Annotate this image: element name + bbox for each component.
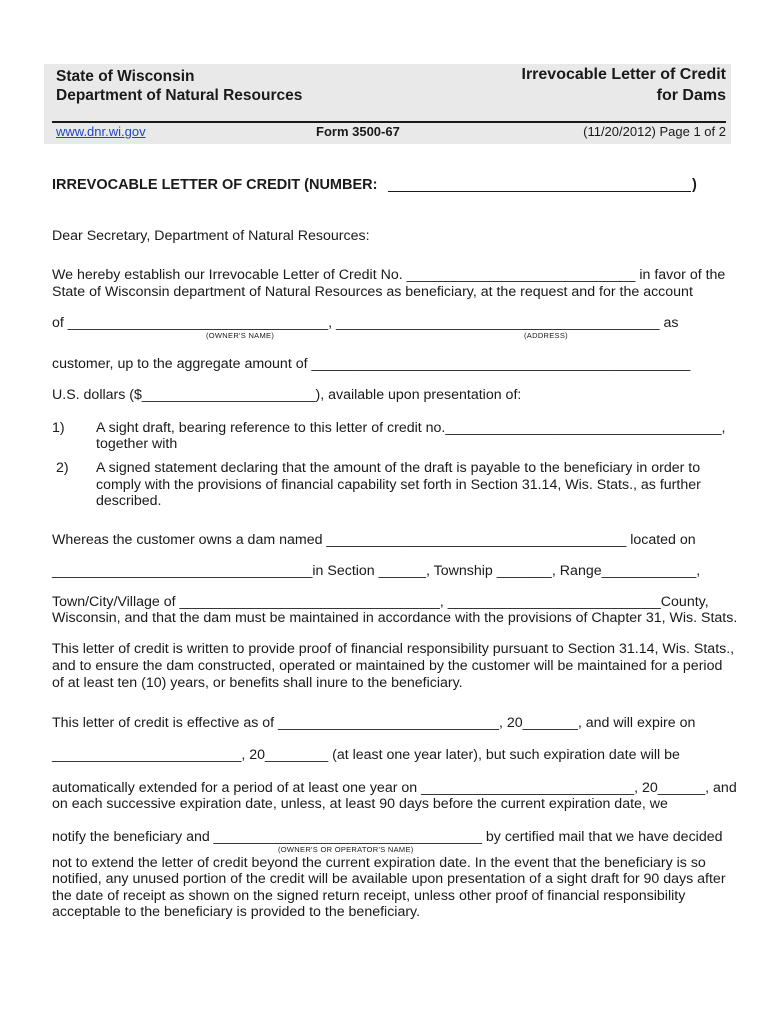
p4-line8: the date of receipt as shown on the signed return receipt, unless other proof of financial responsibility — [52, 888, 686, 904]
p3-line2: and to ensure the dam constructed, operated or maintained by the customer will be maintained for a period — [52, 658, 723, 674]
p4-line1: This letter of credit is effective as of ____________________________, 20_______, and will expire on — [52, 715, 696, 731]
form-title-line2: for Dams — [656, 87, 726, 104]
p4-line5: notify the beneficiary and __________________________________ by certified mail that we have decided — [52, 829, 723, 845]
item2-line2: comply with the provisions of financial capability set forth in Section 31.14, Wis. Stats., as further — [96, 477, 701, 493]
p1-line4: customer, up to the aggregate amount of ________________________________________________ — [52, 356, 691, 372]
p1-line3: of _________________________________, _________________________________________ as — [52, 315, 679, 331]
item2-line1: A signed statement declaring that the amount of the draft is payable to the beneficiary in order to — [96, 460, 701, 476]
website-link[interactable]: www.dnr.wi.gov — [56, 124, 146, 139]
p3-line1: This letter of credit is written to provide proof of financial responsibility pursuant to Section 31.14, Wis. Stats., — [52, 641, 735, 657]
p4-line6: not to extend the letter of credit beyond the current expiration date. In the event that the beneficiary is so — [52, 855, 706, 871]
form-title-line1: Irrevocable Letter of Credit — [521, 66, 726, 83]
form-number: Form 3500-67 — [316, 124, 400, 139]
item2-line3: described. — [96, 493, 162, 509]
p4-line4: on each successive expiration date, unless, at least 90 days before the current expiration date, we — [52, 796, 668, 812]
revision-page: (11/20/2012) Page 1 of 2 — [583, 124, 726, 139]
owners-name-caption: (OWNER'S NAME) — [206, 331, 275, 340]
p1-line5: U.S. dollars ($______________________), available upon presentation of: — [52, 387, 522, 403]
item2-number: 2) — [56, 460, 69, 476]
operator-caption: (OWNER'S OR OPERATOR'S NAME) — [278, 845, 414, 854]
p4-line9: acceptable to the beneficiary is provided to the beneficiary. — [52, 904, 421, 920]
p1-line2: State of Wisconsin department of Natural Resources as beneficiary, at the request and for the account — [52, 284, 693, 300]
p2-line2: _________________________________in Section ______, Township _______, Range____________, — [52, 563, 701, 579]
item1-number: 1) — [52, 420, 65, 436]
p4-line7: notified, any unused portion of the credit will be available upon presentation of a sight draft for 90 days after — [52, 871, 726, 887]
p2-line4: Wisconsin, and that the dam must be maintained in accordance with the provisions of Chapter 31, Wis. Stats. — [52, 610, 738, 626]
p2-line3: Town/City/Village of _________________________________, ___________________________County, — [52, 594, 709, 610]
salutation: Dear Secretary, Department of Natural Resources: — [52, 228, 370, 244]
address-caption: (ADDRESS) — [524, 331, 568, 340]
p1-line1: We hereby establish our Irrevocable Letter of Credit No. _____________________________ in favor of the — [52, 267, 726, 283]
credit-number-field[interactable] — [388, 191, 691, 192]
p4-line3: automatically extended for a period of at least one year on ___________________________, 20______, and — [52, 780, 737, 796]
header-divider — [52, 121, 726, 123]
p3-line3: of at least ten (10) years, or benefits shall inure to the beneficiary. — [52, 675, 463, 691]
p2-line1: Whereas the customer owns a dam named ______________________________________ located on — [52, 532, 696, 548]
p4-line2: ________________________, 20________ (at least one year later), but such expiration date will be — [52, 747, 680, 763]
department-name: Department of Natural Resources — [56, 87, 303, 104]
letter-heading: IRREVOCABLE LETTER OF CREDIT (NUMBER: — [52, 177, 378, 193]
heading-close: ) — [692, 177, 697, 193]
item1-line1: A sight draft, bearing reference to this letter of credit no.___________________________________, — [96, 420, 726, 436]
item1-line2: together with — [96, 436, 178, 452]
state-name: State of Wisconsin — [56, 68, 195, 85]
